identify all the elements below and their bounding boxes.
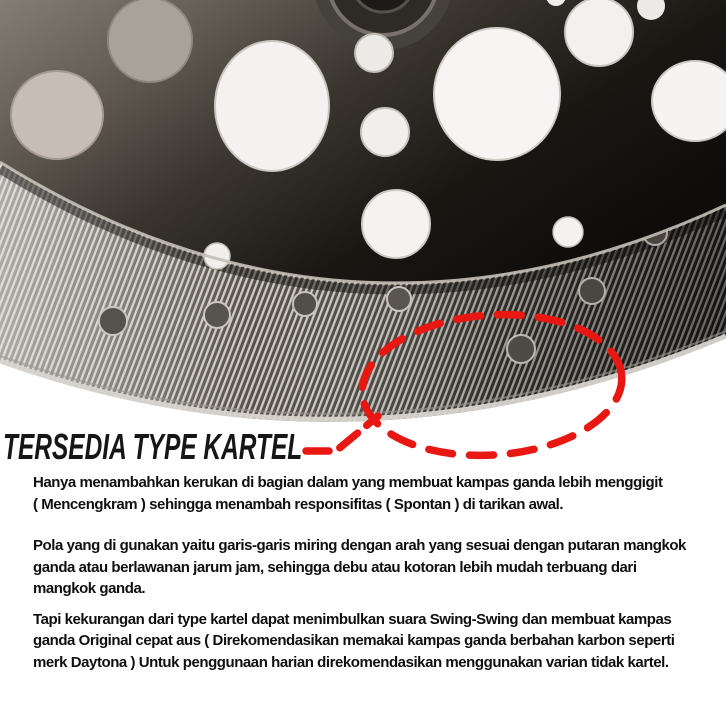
text-line: Hanya menambahkan kerukan di bagian dalam yang membuat kampas ganda lebih menggigit [33,474,663,491]
text-line: ganda atau berlawanan jarum jam, sehingga debu atau kotoran lebih mudah terbuang dari [33,558,637,576]
text-line: Tapi kekurangan dari type kartel dapat menimbulkan suara Swing-Swing dan membuat kampas [33,610,672,628]
paragraph-pattern [33,535,723,600]
description-text [33,472,723,693]
callout-headline: TERSEDIA TYPE KARTEL [3,426,303,467]
text-line: mangkok ganda. [33,580,146,597]
text-line: ganda Original cepat aus ( Direkomendasikan memakai kampas ganda berbahan karbon seperti [33,632,675,649]
paragraph-drawback [33,609,723,674]
text-line: merk Daytona ) Untuk penggunaan harian direkomendasikan menggunakan varian tidak kartel. [33,653,669,671]
text-line: ( Mencengkram ) sehingga menambah responsifitas ( Spontan ) di tarikan awal. [33,495,564,513]
text-line: Pola yang di gunakan yaitu garis-garis miring dengan arah yang sesuai dengan putaran mangkok [33,537,686,554]
paragraph-benefit [33,472,723,515]
